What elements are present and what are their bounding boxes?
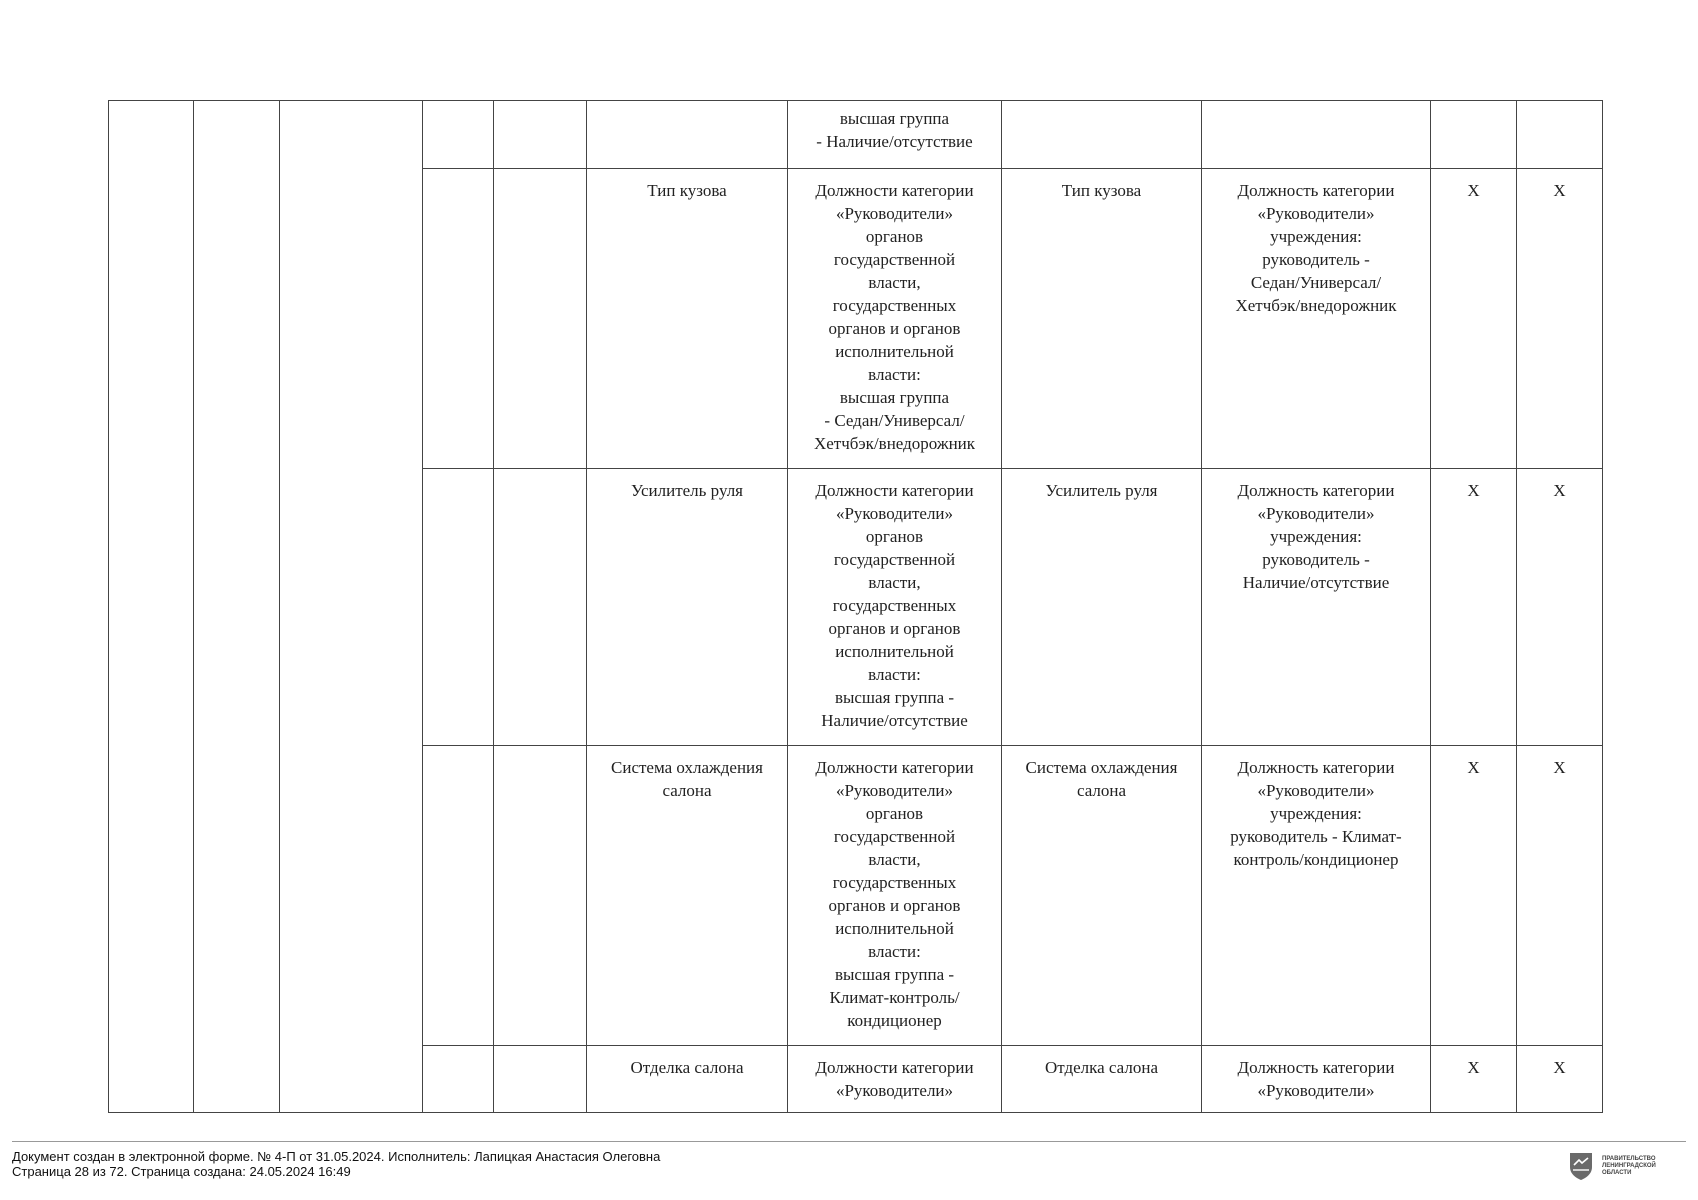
empty-cell <box>423 746 494 1046</box>
institution-characteristic-cell <box>1002 469 1202 746</box>
empty-cell <box>423 469 494 746</box>
requirement-text: Должности категории «Руководители» органов государственной власти, государственных органов и органов исполнительной власти: высшая группа - Климат-контроль/ кондиционер <box>815 758 974 1030</box>
empty-cell <box>494 746 587 1046</box>
requirement-cell <box>788 169 1002 469</box>
footer <box>12 1149 660 1179</box>
empty-cell <box>494 169 587 469</box>
institution-requirement-text: Должность категории «Руководители» учреждения: руководитель - Климат- контроль/кондиционер <box>1230 758 1402 869</box>
characteristic-text: Отделка салона <box>630 1058 744 1077</box>
mark-cell <box>1431 101 1517 169</box>
characteristic-text: Усилитель руля <box>630 481 743 500</box>
mark-cell <box>1431 746 1517 1046</box>
requirement-text: Должности категории «Руководители» органов государственной власти, государственных органов и органов исполнительной власти: высшая группа - Седан/Универсал/ Хетчбэк/внедорожник <box>813 181 976 453</box>
mark-cell <box>1517 101 1603 169</box>
characteristic-cell <box>587 169 788 469</box>
merged-cell-3 <box>280 101 423 1113</box>
mark-text: Х <box>1553 758 1566 777</box>
empty-cell <box>494 101 587 169</box>
institution-characteristic-text: Система охлаждения салона <box>1025 758 1178 800</box>
mark-text: Х <box>1467 481 1480 500</box>
coat-of-arms-icon <box>1568 1151 1594 1181</box>
mark-text: Х <box>1553 1058 1566 1077</box>
institution-requirement-text: Должность категории «Руководители» <box>1237 1058 1395 1100</box>
requirements-table <box>108 100 1603 1113</box>
institution-requirement-cell <box>1202 469 1431 746</box>
requirement-cell <box>788 469 1002 746</box>
institution-characteristic-cell <box>1002 169 1202 469</box>
merged-cell-1 <box>109 101 194 1113</box>
mark-cell <box>1431 169 1517 469</box>
institution-requirement-text: Должность категории «Руководители» учреждения: руководитель - Наличие/отсутствие <box>1237 481 1395 592</box>
institution-characteristic-cell <box>1002 746 1202 1046</box>
mark-cell <box>1517 169 1603 469</box>
institution-characteristic-text: Отделка салона <box>1044 1058 1159 1077</box>
institution-requirement-text: Должность категории «Руководители» учреждения: руководитель - Седан/Универсал/ Хетчбэк/внедорожник <box>1235 181 1397 315</box>
requirement-text: Должности категории «Руководители» <box>815 1058 974 1100</box>
mark-text: Х <box>1467 181 1480 200</box>
mark-cell <box>1431 469 1517 746</box>
mark-text: Х <box>1553 481 1566 500</box>
requirement-text: высшая группа - Наличие/отсутствие <box>816 109 973 151</box>
empty-cell <box>423 169 494 469</box>
mark-text: Х <box>1467 758 1480 777</box>
institution-requirement-cell <box>1202 746 1431 1046</box>
requirement-cell <box>788 1046 1002 1113</box>
footer-divider <box>12 1141 1686 1142</box>
institution-requirement-cell <box>1202 169 1431 469</box>
characteristic-text: Тип кузова <box>647 181 727 200</box>
empty-cell <box>494 1046 587 1113</box>
mark-cell <box>1517 746 1603 1046</box>
empty-cell <box>494 469 587 746</box>
logo-text: ПРАВИТЕЛЬСТВО ЛЕНИНГРАДСКОЙ ОБЛАСТИ <box>1602 1155 1656 1176</box>
mark-cell <box>1431 1046 1517 1113</box>
mark-cell <box>1517 469 1603 746</box>
characteristic-text: Система охлаждения салона <box>611 758 763 800</box>
institution-requirement-cell <box>1202 1046 1431 1113</box>
requirement-text: Должности категории «Руководители» органов государственной власти, государственных органов и органов исполнительной власти: высшая группа - Наличие/отсутствие <box>815 481 974 730</box>
mark-text: Х <box>1553 181 1566 200</box>
characteristic-cell <box>587 1046 788 1113</box>
footer-page-info: Страница 28 из 72. Страница создана: 24.05.2024 16:49 <box>12 1164 351 1179</box>
mark-cell <box>1517 1046 1603 1113</box>
requirement-cell <box>788 101 1002 169</box>
requirement-cell <box>788 746 1002 1046</box>
institution-requirement-cell <box>1202 101 1431 169</box>
mark-text: Х <box>1467 1058 1480 1077</box>
government-logo <box>1568 1149 1688 1183</box>
institution-characteristic-cell <box>1002 1046 1202 1113</box>
footer-document-info: Документ создан в электронной форме. № 4-П от 31.05.2024. Исполнитель: Лапицкая Анастасия Олеговна <box>12 1149 661 1164</box>
characteristic-cell <box>587 101 788 169</box>
empty-cell <box>423 101 494 169</box>
institution-characteristic-text: Усилитель руля <box>1045 481 1158 500</box>
characteristic-cell <box>587 469 788 746</box>
merged-cell-2 <box>194 101 280 1113</box>
table-row <box>109 101 1603 169</box>
characteristic-cell <box>587 746 788 1046</box>
institution-characteristic-cell <box>1002 101 1202 169</box>
institution-characteristic-text: Тип кузова <box>1061 181 1142 200</box>
empty-cell <box>423 1046 494 1113</box>
